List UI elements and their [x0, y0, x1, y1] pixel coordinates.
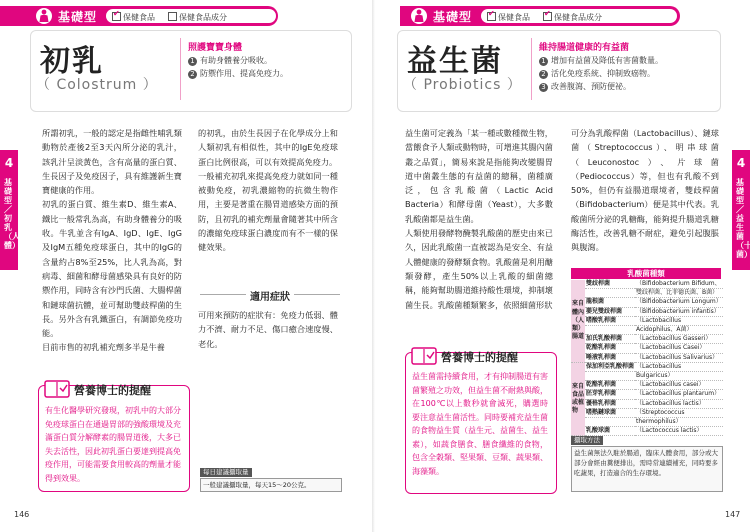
page-subtitle: （ Colostrum ）: [36, 77, 158, 93]
bacteria-name: [585, 372, 635, 381]
bacteria-name: [585, 418, 635, 427]
bacteria-name: 胚芽乳桿菌: [585, 390, 635, 399]
doctor-tip-title: 營養博士的提醒: [74, 384, 151, 397]
unchecked-icon: [168, 12, 177, 21]
table-row: [571, 399, 723, 408]
benefit-item: 2 活化免疫系統、抑制致癌物。: [539, 68, 655, 79]
table-row: [571, 326, 723, 335]
table-row: [571, 335, 723, 344]
table-row: [571, 372, 723, 381]
symptoms-text: 可用來預防的症狀有：免疫力低弱、體力不濟、耐力不足、傷口癒合速度慢、老化。: [198, 310, 338, 349]
divider: [180, 38, 181, 100]
bacteria-latin: （Bifidobacterium Bifidum、: [635, 280, 723, 289]
bacteria-name: 乾酪乳桿菌: [585, 381, 635, 390]
bacteria-name: 優格乳桿菌: [585, 399, 635, 408]
bacteria-name: 保加利亞乳酸桿菌: [586, 362, 635, 370]
doctor-tip-text: 有生化醫學研究發現，初乳中的大部分免疫球蛋白在通過胃部的強酸環境及充滿蛋白質分解酵素的腸胃道後，大多已失去活性，因此初乳蛋白要達到提高免疫作用，可能需要食用較高的劑量才能得到效果。: [45, 406, 181, 483]
checkbox-health-food[interactable]: ✔ 保健食品: [487, 12, 530, 23]
body-column-2: 可分為乳酸桿菌（Lactobacillus）、鏈球菌（Streptococcus）、明串球菌（Leuconostoc）、片球菌（Pediococcus）等，但也有乳酸不到50%，但仍有益腸道環境者，雙歧桿菌（Bifidobacterium）便是其中代表。乳酸菌所分泌的乳糖酶，能夠提升腸道乳糖酶活性，改善乳糖不耐症，避免引起腹脹與腹瀉。: [571, 128, 719, 253]
body-column-1: 益生菌可定義為「某一種或數種微生物，當餵食予人類或動物時，可增進其腸內菌叢之品質」，簡易來說是指能夠改變腸胃道中菌叢生態的有益菌的總稱，菌種廣泛，包含乳酸菌（Lactic Acid Bacteria）和酵母菌（Yeast），大多數乳酸菌都是益生菌。 人類使用發酵物醃製乳酸菌的歷史由來已久，因此乳酸菌一直被認為是安全、有益人體健康的發酵類食物。乳酸菌是利用醣類發酵，產生50%以上乳酸的細菌總稱，能夠幫助腸道維持酸性環境，抑制壞菌生長。乳酸菌種類繁多，依照細菌形狀: [405, 128, 553, 310]
category-label: 基礎型: [58, 10, 98, 24]
bacteria-latin: （Lactobacillus Casei）: [635, 344, 723, 353]
bacteria-name: 乳酸球菌: [585, 427, 635, 436]
bacteria-latin: 雙歧桿菌、比菲德氏菌、B菌）: [635, 289, 723, 298]
body-column-2: 的初乳，由於生長因子在化學成分上和人類初乳有相似性，其中的IgE免疫球蛋白比例很高，可以有效提高免疫力。 一般補充初乳來提高免疫力就如同一種被動免疫，初乳濃縮物的抗微生物作用，主要是著重在腸胃道感染方面的預防，且初乳的補充劑量會隨著其中所含的濃縮免疫球蛋白濃度而有不一樣的保健效果。: [198, 128, 338, 253]
bacteria-name: [585, 289, 635, 298]
checkbox-health-food[interactable]: ✔ 保健食品: [112, 12, 155, 23]
table-row: [571, 381, 723, 390]
bacteria-latin: Acidophilus、A菌）: [635, 326, 723, 335]
bacteria-latin: thermophilus）: [635, 418, 723, 427]
table-group-label: 來自食品或植物: [571, 362, 585, 436]
bacteria-name: 加氏乳酸桿菌: [585, 335, 635, 344]
benefit-title: 照護寶寶身體: [188, 43, 243, 53]
right-page: [375, 0, 750, 532]
bacteria-latin: （Lactobacillus Salivarius）: [635, 353, 723, 362]
chapter-ribbon: 4 基礎型／益生菌（十菌）: [732, 150, 750, 270]
table-row: [571, 362, 723, 371]
bacteria-latin: Bulgaricus）: [635, 372, 723, 381]
bacteria-name: 乾酪乳桿菌: [585, 344, 635, 353]
benefit-title: 維持腸道健康的有益菌: [539, 43, 630, 53]
bacteria-name: 雙歧桿菌: [585, 280, 635, 289]
bacteria-name: [585, 326, 635, 335]
table-row: [571, 298, 723, 307]
table-row: [571, 408, 723, 417]
bacteria-name: 唾液乳桿菌: [585, 353, 635, 362]
table-row: [571, 427, 723, 436]
category-label: 基礎型: [433, 10, 473, 24]
divider: [531, 38, 532, 100]
left-page: [0, 0, 375, 532]
doctor-tip-title: 營養博士的提醒: [441, 351, 518, 364]
bacteria-table-header: 乳酸菌種類: [571, 268, 721, 279]
doctor-tip-text: 益生菌需持續食用，才有抑制腸道有害菌繁殖之功效，但益生菌不耐熱與酸，在100℃以上數秒就會滅死，購選時要注意益生菌活性。同時要補充益生菌的食物益生質（益生元、益菌生、益生素），如蔬食膳食、膳食纖維的食物，包含全穀類、堅果類、豆類、蔬果類、海藻類。: [412, 372, 548, 476]
checked-icon: [112, 12, 121, 21]
intake-method-label: 攝取方法: [571, 436, 603, 445]
book-icon: [411, 345, 437, 365]
benefit-item: 1 增加有益菌及降低有害菌數量。: [539, 55, 663, 66]
table-row: [571, 418, 723, 427]
bacteria-latin: （Bifidobacterium infantis）: [635, 307, 723, 316]
benefit-item: 2 防禦作用、提高免疫力。: [188, 68, 288, 79]
person-icon: [411, 8, 427, 24]
checkbox-health-ingredient[interactable]: 保健食品成分: [168, 12, 227, 23]
bacteria-latin: （Lactobacillus: [635, 362, 723, 371]
section-title: 適用症狀: [246, 288, 294, 303]
benefit-item: 3 改善腹瀉、預防便祕。: [539, 81, 631, 92]
bacteria-latin: （Lactococcus lactis）: [635, 427, 723, 436]
checkbox-health-ingredient[interactable]: ✔ 保健食品成分: [543, 12, 602, 23]
checked-icon: [487, 12, 496, 21]
bacteria-latin: （Lactobacillus casei）: [635, 381, 723, 390]
chapter-ribbon: 4 基礎型／初乳（人體）: [0, 150, 18, 270]
daily-intake-label: 每日建議攝取量: [200, 468, 252, 477]
daily-intake-text: 一般建議攝取量，每天15～20公克。: [203, 481, 311, 489]
table-row: [571, 280, 723, 289]
intake-method-text: 益生菌無法久駐於腸道，臨床人體食用，部分或大部分會經由糞便排出，需時常連續補充，同時要多吃蔬果，打造適合的生存環境。: [574, 449, 718, 477]
bacteria-latin: （Streptococcus: [635, 408, 723, 417]
table-row: [571, 316, 723, 325]
bacteria-latin: （Lactobacillus Gasseri）: [635, 335, 723, 344]
table-row: [571, 307, 723, 316]
checked-icon: [543, 12, 552, 21]
table-row: [571, 353, 723, 362]
bacteria-latin: （Lactobacillus plantarum）: [635, 390, 723, 399]
bacteria-latin: （Lactobacillus lactis）: [635, 399, 723, 408]
table-group-label: 來自體內（人類）腸道: [571, 280, 585, 362]
body-column-1: 所謂初乳，一般的認定是指雌性哺乳類動物於產後2至3天內所分泌的乳汁，該乳汁呈淡黃色，含有高量的蛋白質、生長因子及免疫因子，具有維護新生寶寶健康的作用。 初乳的蛋白質、維生素D、維生素A、鐵比一般常乳為高，有助身體養分的吸收。牛乳並含有IgA、IgD、IgE、IgG及IgM五種免疫球蛋白，其中的IgG的含量約占8%至25%，比人乳為高，對病毒、細菌和酵母菌感染具有良好的防禦作用，同時含有沙門氏菌、大腸桿菌和鏈球菌抗體，並可幫助雙歧桿菌的生長。另外含有乳鐵蛋白，有調節免疫功能。 目前市售的初乳補充劑多半是牛養: [42, 128, 182, 353]
book-icon: [44, 378, 70, 398]
table-row: [571, 344, 723, 353]
benefit-item: 1 有助身體養分吸收。: [188, 55, 272, 66]
person-icon: [36, 8, 52, 24]
bacteria-name: 嗜酸乳桿菌: [585, 316, 635, 325]
page-title: 益生菌: [407, 44, 503, 79]
bacteria-name: 嬰兒雙歧桿菌: [585, 307, 635, 316]
bacteria-name: 嗜熱鏈球菌: [585, 408, 635, 417]
bacteria-table: [571, 280, 723, 436]
page-number: 147: [725, 510, 741, 519]
bacteria-latin: （Lactobacillus: [635, 316, 723, 325]
page-subtitle: （ Probiotics ）: [403, 77, 522, 93]
bacteria-latin: （Bifidobacterium Longum）: [636, 298, 722, 306]
page-title: 初乳: [40, 44, 104, 79]
page-number: 146: [14, 510, 30, 519]
bacteria-name: 龍根菌: [585, 298, 635, 307]
table-row: [571, 289, 723, 298]
table-row: [571, 390, 723, 399]
